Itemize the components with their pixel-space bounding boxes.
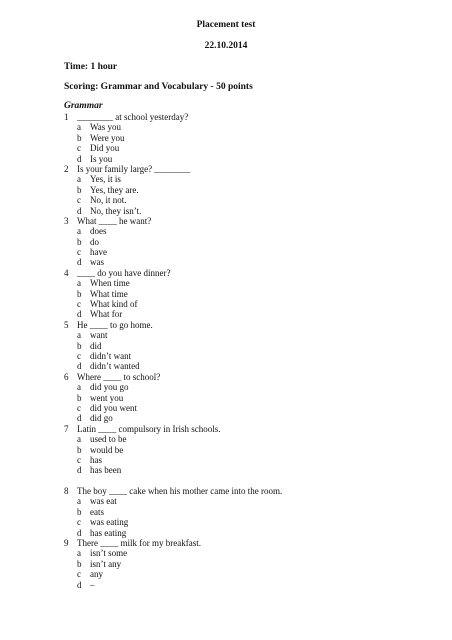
answer-option bbox=[64, 455, 424, 465]
question-line bbox=[64, 112, 424, 122]
question-item bbox=[64, 112, 424, 164]
document-date: 22.10.2014 bbox=[204, 41, 248, 51]
answer-option bbox=[64, 434, 424, 444]
option-letter: b bbox=[77, 236, 82, 247]
answer-option bbox=[64, 174, 424, 184]
question-number: 5 bbox=[64, 319, 69, 330]
option-text: was eating bbox=[90, 517, 129, 528]
option-letter: b bbox=[77, 132, 82, 143]
option-text: has bbox=[90, 454, 102, 465]
option-text: What time bbox=[90, 288, 128, 299]
answer-option bbox=[64, 257, 424, 267]
question-number: 8 bbox=[64, 486, 69, 497]
answer-option bbox=[64, 122, 424, 132]
question-number: 3 bbox=[64, 215, 69, 226]
question-text: There ____ milk for my breakfast. bbox=[77, 538, 201, 549]
option-letter: a bbox=[77, 434, 81, 445]
option-letter: d bbox=[77, 153, 82, 164]
option-text: No, it not. bbox=[90, 195, 127, 206]
option-letter: a bbox=[77, 548, 81, 559]
answer-option bbox=[64, 206, 424, 216]
option-text: eats bbox=[90, 506, 104, 517]
option-letter: a bbox=[77, 174, 81, 185]
option-text: Did you bbox=[90, 143, 120, 154]
option-text: was eat bbox=[90, 496, 117, 507]
option-letter: c bbox=[77, 143, 81, 154]
question-line bbox=[64, 164, 424, 174]
scoring-info: Scoring: Grammar and Vocabulary - 50 points bbox=[64, 82, 253, 92]
option-text: used to be bbox=[90, 434, 127, 445]
question-item bbox=[64, 424, 424, 476]
question-text: Latin ____ compulsory in Irish schools. bbox=[77, 423, 221, 434]
answer-option bbox=[64, 278, 424, 288]
answer-option bbox=[64, 247, 424, 257]
answer-option bbox=[64, 237, 424, 247]
option-text: Is you bbox=[90, 153, 113, 164]
option-letter: b bbox=[77, 184, 82, 195]
option-letter: a bbox=[77, 278, 81, 289]
option-text: isn’t some bbox=[90, 548, 128, 559]
option-letter: b bbox=[77, 444, 82, 455]
option-letter: c bbox=[77, 569, 81, 580]
answer-option bbox=[64, 569, 424, 579]
question-text: ____ do you have dinner? bbox=[77, 267, 171, 278]
option-letter: d bbox=[77, 309, 82, 320]
question-list bbox=[64, 112, 424, 590]
time-limit: Time: 1 hour bbox=[64, 62, 118, 72]
answer-option bbox=[64, 143, 424, 153]
option-text: What for bbox=[90, 309, 123, 320]
option-text: No, they isn’t. bbox=[90, 205, 142, 216]
answer-option bbox=[64, 507, 424, 517]
option-letter: c bbox=[77, 195, 81, 206]
question-item bbox=[64, 268, 424, 320]
question-number: 6 bbox=[64, 371, 69, 382]
option-text: What kind of bbox=[90, 299, 138, 310]
question-text: The boy ____ cake when his mother came into the room. bbox=[77, 486, 283, 497]
option-text: didn’t want bbox=[90, 350, 132, 361]
answer-option bbox=[64, 309, 424, 319]
question-number: 7 bbox=[64, 423, 69, 434]
section-title: Grammar bbox=[64, 101, 103, 111]
question-number: 9 bbox=[64, 538, 69, 549]
answer-option bbox=[64, 382, 424, 392]
option-text: does bbox=[90, 226, 107, 237]
option-letter: a bbox=[77, 226, 81, 237]
option-letter: c bbox=[77, 454, 81, 465]
question-line bbox=[64, 216, 424, 226]
question-text: ________ at school yesterday? bbox=[77, 112, 189, 122]
option-letter: b bbox=[77, 340, 82, 351]
answer-option bbox=[64, 496, 424, 506]
answer-option bbox=[64, 548, 424, 558]
answer-option bbox=[64, 133, 424, 143]
question-line bbox=[64, 320, 424, 330]
option-text: did you go bbox=[90, 382, 129, 393]
document-title: Placement test bbox=[196, 20, 256, 30]
answer-option bbox=[64, 465, 424, 475]
question-line bbox=[64, 486, 424, 496]
option-text: did bbox=[90, 340, 102, 351]
option-text: have bbox=[90, 247, 107, 258]
answer-option bbox=[64, 559, 424, 569]
option-letter: c bbox=[77, 402, 81, 413]
answer-option bbox=[64, 185, 424, 195]
option-letter: d bbox=[77, 361, 82, 372]
answer-option bbox=[64, 289, 424, 299]
option-letter: c bbox=[77, 517, 81, 528]
option-text: would be bbox=[90, 444, 124, 455]
question-item bbox=[64, 486, 424, 538]
question-item bbox=[64, 320, 424, 372]
answer-option bbox=[64, 580, 424, 590]
question-item bbox=[64, 164, 424, 216]
option-letter: d bbox=[77, 579, 82, 590]
option-text: Yes, they are. bbox=[90, 184, 139, 195]
option-text: want bbox=[90, 330, 108, 341]
option-text: went you bbox=[90, 392, 124, 403]
question-item bbox=[64, 372, 424, 424]
option-letter: b bbox=[77, 392, 82, 403]
option-letter: c bbox=[77, 299, 81, 310]
answer-option bbox=[64, 226, 424, 236]
option-text: has been bbox=[90, 465, 122, 476]
question-line bbox=[64, 424, 424, 434]
question-text: Is your family large? ________ bbox=[77, 163, 191, 174]
answer-option bbox=[64, 351, 424, 361]
answer-option bbox=[64, 361, 424, 371]
question-number: 4 bbox=[64, 267, 69, 278]
question-number: 1 bbox=[64, 112, 69, 122]
option-text: Yes, it is bbox=[90, 174, 121, 185]
question-number: 2 bbox=[64, 163, 69, 174]
option-letter: d bbox=[77, 257, 82, 268]
option-text: did you went bbox=[90, 402, 137, 413]
question-line bbox=[64, 372, 424, 382]
option-text: Was you bbox=[90, 122, 122, 133]
option-letter: d bbox=[77, 205, 82, 216]
option-letter: b bbox=[77, 288, 82, 299]
option-letter: a bbox=[77, 122, 81, 133]
option-text: any bbox=[90, 569, 103, 580]
answer-option bbox=[64, 154, 424, 164]
option-letter: d bbox=[77, 465, 82, 476]
option-letter: b bbox=[77, 506, 82, 517]
option-letter: a bbox=[77, 496, 81, 507]
option-text: isn’t any bbox=[90, 558, 122, 569]
option-letter: b bbox=[77, 558, 82, 569]
answer-option bbox=[64, 517, 424, 527]
answer-option bbox=[64, 330, 424, 340]
question-item bbox=[64, 538, 424, 590]
option-text: – bbox=[90, 579, 95, 590]
question-item bbox=[64, 216, 424, 268]
option-text: didn’t wanted bbox=[90, 361, 140, 372]
answer-option bbox=[64, 341, 424, 351]
option-letter: d bbox=[77, 413, 82, 424]
answer-option bbox=[64, 403, 424, 413]
question-text: He ____ to go home. bbox=[77, 319, 153, 330]
option-letter: a bbox=[77, 382, 81, 393]
answer-option bbox=[64, 445, 424, 455]
question-text: What ____ he want? bbox=[77, 215, 152, 226]
option-text: Were you bbox=[90, 132, 125, 143]
answer-option bbox=[64, 413, 424, 423]
option-text: When time bbox=[90, 278, 130, 289]
option-letter: c bbox=[77, 350, 81, 361]
option-text: was bbox=[90, 257, 104, 268]
question-line bbox=[64, 268, 424, 278]
answer-option bbox=[64, 195, 424, 205]
option-letter: c bbox=[77, 247, 81, 258]
option-text: do bbox=[90, 236, 99, 247]
answer-option bbox=[64, 393, 424, 403]
option-text: has eating bbox=[90, 527, 127, 538]
option-letter: d bbox=[77, 527, 82, 538]
option-letter: a bbox=[77, 330, 81, 341]
answer-option bbox=[64, 299, 424, 309]
answer-option bbox=[64, 528, 424, 538]
question-line bbox=[64, 538, 424, 548]
option-text: did go bbox=[90, 413, 113, 424]
question-text: Where ____ to school? bbox=[77, 371, 161, 382]
